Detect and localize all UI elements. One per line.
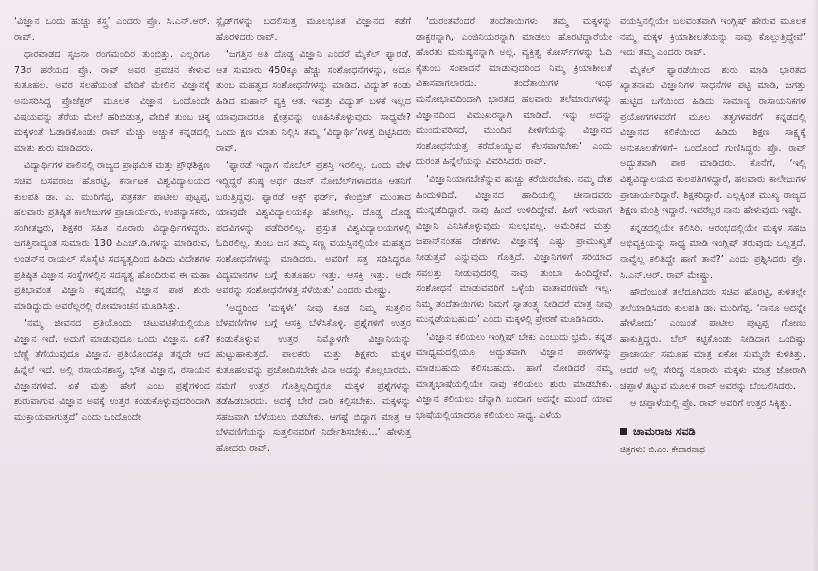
article-column-2: [216, 14, 411, 459]
author-byline: [620, 424, 806, 440]
article-paragraph: ಕನ್ನಡದಲ್ಲಿಯೇ ಕಲಿಸಿರಿ. ಆರಂಭದಲ್ಲಿಯೇ ಮಕ್ಕಳ ಸಹಜ ಅಭಿವ್ಯಕ್ತಿಯನ್ನು ಸಾಧ್ಯ ಮಾಡಿ ಇಂಗ್ಲಿಷ್ ತರುವುದು ಒಲ್ಲತ್ತದೆ. ನಾವ್ವೆಲ್ಲ ಕಲಿತಿದ್ದೇ ಹಾಗೆ ತಾನೆ?’ ಎಂದು ಪ್ರಶ್ನಿಸಿದರು ಪ್ರೊ. ಸಿ.ಎನ್.ಆರ್. ರಾವ್ ಮೇಷ್ಟ್ರು.: [620, 222, 806, 281]
article-paragraph: ಧಾರವಾಡದ ಸೃಜನಾ ರಂಗಮಂದಿರ ತುಂಬಿತ್ತು. ಎಲ್ಲರಿಗೂ 73ರ ಹರೆಯದ ಪ್ರೊ. ರಾವ್ ಅವರ ಪ್ರವಚನ ಕೇಳುವ ಕುತೂಹಲ. ಅವರ ಸಲಹೆಯಂತೆ ವೇದಿಕೆ ಮೇಲಿನ ವಿಜ್ಞಾನಕ್ಕೆ ಅನುಸರಿಸಿದ್ದ ಪ್ರೊಜೆಕ್ಟರ್ ಮೂಲಕ ವಿಜ್ಞಾನ ಒಂದೊಂದೇ ವಿಷಯವನ್ನು ತೆರೆಯ ಮೇಲೆ ಹರಿಬಿಡುತ್ತ, ವೇದಿಕೆ ತುಂಬ ಚಿಕ್ಕ ಮಕ್ಕಳಂತೆ ಓಡಾಡಿಕೊಂಡು ರಾವ್ ಮೆಚ್ಚು ಅಚ್ಚುಕ ಕನ್ನಡದಲ್ಲಿ ಮಾತು ಶುರು ಮಾಡಿದರು.: [14, 49, 210, 154]
article-paragraph: ಹೌದೆಂಬಂತೆ ತಲೆದೂಗಿದರು ಸಚಿವ ಹೊರಟ್ಟಿ, ಕುಳಿತಲ್ಲೇ ತಲೆಯಾಡಿಸಿದರು ಕುಲಪತಿ ಡಾ. ಮುರಿಗೆಪ್ಪ. ‘ನಾನೂ ಅದನ್ನೇ ಹೇಳೋದು’ ಎಂಬಂತೆ ಪಾಟೀಲ ಪುಟ್ಟಪ್ಪ ಗೋಣು ಹಾಕುತ್ತಿದ್ದರು. ಬೆಲ್ ಕಟ್ಟಿಕೊಂಡು ನೀಡಿದಾಗ ಒಂದಿಷ್ಟು ಪ್ರಾಚಾರ್ಯ ಸಮೂಹ ಮಾತ್ರ ಏಕೋ ಸುಮ್ಮನೇ ಕುಳಿತಿತ್ತು. ಆದರೆ ಅಲ್ಲಿ ಸೇರಿದ್ದ ನೂರಾರು ಮಕ್ಕಳು ಮಾತ್ರ ಜೋರಾಗಿ ಚಪ್ಪಾಳೆ ತಟ್ಟುವ ಮೂಲಕ ರಾವ್ ಅವರನ್ನು ಬೆಂಬಲಿಸಿದರು.: [620, 287, 806, 392]
author-name: ಚಾಮರಾಜ ಸವಡಿ: [633, 424, 696, 438]
article-paragraph: ಮೈಕೆಲ್ ಫ್ಯಾರಡೆಯಿಂದ ಶುರು ಮಾಡಿ ಭಾರತದ ಖ್ಯಾತನಾಮ ವಿಜ್ಞಾನಿಗಳ ಸಾಧನೆಗಳ ಪಟ್ಟಿ ಮಾಡಿ, ಜಗತ್ತು ಹುಟ್ಟಿದ ಬಗೆಯಿಂದ ಹಿಡಿದು ಸಾಮಾನ್ಯ ರಾಸಾಯನಿಕಗಳ ಪ್ರಯೋಗಗಳವರೆಗೆ ಮೂಲ ತತ್ವಗಳವರೆಗೆ ಕನ್ನಡದಲ್ಲಿ ವಿಜ್ಞಾನದ ಕಲಿಕೆಯಿಂದ ಹಿಡಿದು ಶಿಕ್ಷಣ ಸಾಕ್ಷ್ಯಕ್ಕೆ ಅನುಕೂಲತೆಗಳಿಗೆ– ಒಂದೊಂದೆ ಗುಣಿಸಿದ್ದರು ಪ್ರೊ. ರಾವ್ ಅದ್ಭುತವಾಗಿ ಪಾಠ ಮಾಡಿದರು. ಕೊನೆಗೆ, ‘ಇಲ್ಲಿ ವಿಶ್ವವಿದ್ಯಾಲಯದ ಕುಲಪತಿಗಳಿದ್ದಾರೆ, ಹಲವಾರು ಕಾಲೇಜುಗಳ ಪ್ರಾಚಾರ್ಯರಿದ್ದಾರೆ. ಶಿಕ್ಷಕರಿದ್ದಾರೆ. ಎಲ್ಲಕ್ಕಿಂತ ಮುಖ್ಯ ರಾಜ್ಯದ ಶಿಕ್ಷಣ ಮಂತ್ರಿ ಇದ್ದಾರೆ. ಇವರೆಲ್ಲರ ನಾನು ಹೇಳುವುದು ಇಷ್ಟೇ.: [620, 64, 806, 217]
article-paragraph: ‘ವಿಜ್ಞಾನ ಒಂದು ಹುಚ್ಚು ಕಸ್ತ್ರ’ ಎಂದರು ಪ್ರೊ. ಸಿ.ಎನ್.ಆರ್. ರಾವ್.: [14, 16, 210, 43]
page-edge-shadow: [812, 0, 818, 571]
article-column-3: [416, 14, 612, 425]
article-paragraph: ‘ದುರಂತವೆಂದರೆ ತಂದೆತಾಯಿಗಳು ತಮ್ಮ ಮಕ್ಕಳನ್ನು ಡಾಕ್ಟರನ್ನಾಗಿ, ಎಂಜಿನಿಯರನ್ನಾಗಿ ಮಾಡಲು ಹೊರಟಿದ್ದಾರೆಯೇ ಹೊರತು ಮನುಷ್ಯನನ್ನಾಗಿ ಅಲ್ಲ. ವ್ಯಕ್ತಿತ್ವ ಕೋರ್ಸ್‌ಗಳನ್ನು ಓದಿ ಕೈತುಂಬ ಸಂಪಾದನೆ ಮಾಡುವುದರಿಂದ ನಿಮ್ಮ ಕ್ರಿಯಾಶೀಲತೆ ವಿಕಾಸವಾಗಲಾರದು. ತಂದೆತಾಯಿಗಳ ಇಂಥ ಮನೋಭಾವದಿಂದಾಗಿ ಭಾರತದ ಹಲವಾರು ತಲೆಮಾರುಗಳನ್ನು ವಿಜ್ಞಾನದಿಂದ ವಿಮುಖರನ್ನಾಗಿ ಮಾಡಿದೆ. ಇನ್ನು ಅದನ್ನು ಮುಂದುವರಿಸದೆ, ಮುಂದಿನ ಪೀಳಿಗೆಯನ್ನು ವಿಜ್ಞಾನದ ಸಂಶೋಧನೆಯತ್ತ ಕರೆದೊಯ್ಯುವ ಕೆಲಸವಾಗಬೇಕು’ ಎಂದು ದುರಂತ ಹಿನ್ನೆಲೆಯನ್ನು ವಿವರಿಸಿದರು ರಾವ್.: [416, 16, 612, 168]
article-column-1: [14, 14, 210, 427]
photo-credit: ಚಿತ್ರಗಳು: ಬಿ.ಎಂ. ಕೇದಾರನಾಥ: [620, 445, 705, 456]
article-paragraph: ‘ಜಗತ್ತಿನ ಅತಿ ದೊಡ್ಡ ವಿಜ್ಞಾನಿ ಎಂದರೆ ಮೈಕೆಲ್ ಫ್ಯಾರಡೆ. ಆತ ಸುಮಾರು 450ಕ್ಕೂ ಹೆಚ್ಚು ಸಂಶೋಧನೆಗಳನ್ನು, ಅದೂ ತುಂಬ ಮಹತ್ವದ ಸಂಶೋಧನೆಗಳನ್ನು ಮಾಡಿದ. ವಿದ್ಯುತ್ ಕಂಡು ಹಿಡಿದ ಮಹಾನ್ ವ್ಯಕ್ತಿ ಆತ. ಇವತ್ತು ವಿದ್ಯುತ್ ಬಳಕೆ ಇಲ್ಲದ ಯಾವುದಾದರೂ ಕ್ಷೇತ್ರವನ್ನು ಊಹಿಸಿಕೊಳ್ಳುವುದು ಸಾಧ್ಯವೇ? ಒಂದು ಕ್ಷಣ ಮಾತು ನಿಲ್ಲಿಸಿ ತಮ್ಮ ‘ವಿದ್ಯಾರ್ಥಿ’ಗಳತ್ತ ದಿಟ್ಟಿಸಿದರು ರಾವ್.: [216, 49, 411, 154]
article-paragraph: ‘ನಮ್ಮ ಜೀವನದ ಪ್ರತಿಯೊಂದು ಚಟುವಟಿಕೆಯಲ್ಲಿಯೂ ವಿಜ್ಞಾನ ಇದೆ. ಅದುಗೆ ಮಾಡುವುದೂ ಒಂದು ವಿಜ್ಞಾನ. ಏಕೆ? ಬೆಣ್ಣೆ ತೆಗೆಯುವುದೂ ವಿಜ್ಞಾನ. ಪ್ರತಿಯೊಂದಕ್ಕೂ ತನ್ನದೇ ಆದ ಹಿನ್ನೆಲೆ ಇದೆ. ಅಲ್ಲಿ ರಸಾಯನಶಾಸ್ತ್ರ, ಭೌತ ವಿಜ್ಞಾನ, ರಸಾಯನ ವಿಜ್ಞಾನಗಳಿವೆ. ಏಕೆ ಮತ್ತು ಹೇಗೆ ಎಂಬ ಪ್ರಶ್ನೆಗಳಿಂದ ಶುರುವಾಗುವ ವಿಜ್ಞಾನ ಅವಕ್ಕೆ ಉತ್ತರ ಕಂಡುಕೊಳ್ಳುವುದರಿಂದಾಗಿ ಮುಕ್ತಾಯವಾಗುತ್ತದೆ’ ಎಂದು ಒಂದೊಂದೇ: [14, 318, 210, 423]
article-paragraph: ‘ವಿಜ್ಞಾನಿಯಾಗಬೇಕೆನ್ನುವ ಹುಚ್ಚು ಕರೆಯಿರಬೇಕು. ನಮ್ಮ ದೇಶ ಹಿಂದುಳಿದಿದೆ. ವಿಜ್ಞಾನದ ಹಾದಿಯಲ್ಲಿ ಚೀನಾದವರು ಮುನ್ನಡೆದಿದ್ದಾರೆ. ನಾವು ಹಿಂದೆ ಉಳಿದಿದ್ದೇವೆ. ಹೀಗೆ ಇರುವಾಗ ವಿಜ್ಞಾನಿ ಎನಿಸಿಕೊಳ್ಳುವುದು ಸುಲಭವಲ್ಲ. ಅಮೆರಿಕದ ಮತ್ತು ಜಪಾನ್‌ನಂತಹ ದೇಶಗಳು ವಿಜ್ಞಾನಕ್ಕೆ ಎಷ್ಟು ಪ್ರಾಮುಖ್ಯತೆ ನೀಡುತ್ತವೆ ಎನ್ನುವುದು ಗೊತ್ತಿದೆ. ವಿಜ್ಞಾನಿಗಳಿಗೆ ಸರಿಯಾದ ಸವಲತ್ತು ನೀಡುವುದರಲ್ಲಿ ನಾವು ತುಂಬಾ ಹಿಂದಿದ್ದೇವೆ. ಸಂಶೋಧನೆ ಮಾಡುವವರಿಗೆ ಒಳ್ಳೆಯ ವಾತಾವರಣವೇ ಇಲ್ಲ. ನಿಮ್ಮ ತಂದೆತಾಯಿಗಳು ನಿಮಗೆ ಸ್ವಾತಂತ್ರ್ಯ ನೀಡಿದರೆ ಮಾತ್ರ ನೀವು ಮುನ್ನಡೆಯಬಹುದು’ ಎಂದು ಮಕ್ಕಳಲ್ಲಿ ಪ್ರೇರಣೆ ಮೂಡಿಸಿದರು.: [416, 173, 612, 326]
article-paragraph: ‘ಅದ್ದರಿಂದ ‘ಮಕ್ಕಳೇ’ ನೀವು ಕೂಡ ನಿಮ್ಮ ಸುತ್ತಲಿನ ಬೆಳವಣಿಗೆಗಳ ಬಗ್ಗೆ ಆಸಕ್ತಿ ಬೆಳೆಸಿಕೊಳ್ಳಿ. ಪ್ರಶ್ನೆಗಳಿಗೆ ಉತ್ತರ ಕಂಡುಕೊಳ್ಳುವ ಉತ್ತರ ನಿಮ್ಮೊಳಗೇ ವಿಜ್ಞಾನಿಯನ್ನು ಹುಟ್ಟುಹಾಕುತ್ತದೆ. ಪಾಲಕರು ಮತ್ತು ಶಿಕ್ಷಕರು ಮಕ್ಕಳ ಕುತೂಹಲವನ್ನು ಪ್ರಚೋದಿಸಬೇಕೇ ವಿನಾ ಅದನ್ನು ಕೊಲ್ಲಬಾರದು. ನಮಗೆ ಉತ್ತರ ಗೊತ್ತಿಲ್ಲದಿದ್ದರೂ ಮಕ್ಕಳ ಪ್ರಶ್ನೆಗಳನ್ನು ತಡೆಹಿಡಬಾರದು. ಅದಕ್ಕೆ ಬೇರೆ ದಾರಿ ಕಲ್ಪಿಸಬೇಕು. ಮಕ್ಕಳನ್ನು ಸಹಜವಾಗಿ ಬೆಳೆಯಲು ಬಿಡಬೇಕು. ಆಗಷ್ಟೆ ಬಿದ್ದಾಗ ಮಾತ್ರ ಆ ಬೆಳವಣಿಗೆಯನ್ನು ಸುತ್ತಲಿನವರಿಗೆ ನಿರ್ದೇಶಿಸಬೇಕು...’ ಹೇಳುತ್ತ ಹೋದರು ರಾವ್.: [216, 302, 411, 455]
bullet-square-icon: [620, 428, 627, 435]
article-paragraph: ಆ ಚಪ್ಪಾಳೆಯಲ್ಲಿ ಪ್ರೊ. ರಾವ್ ಅವರಿಗೆ ಉತ್ತರ ಸಿಕ್ಕಿತ್ತು.: [630, 398, 792, 410]
article-paragraph: ಸ್ಲೈಡ್‌ಗಳನ್ನು ಬದಲಿಸುತ್ತ ಮೂಲಭೂತ ವಿಜ್ಞಾನದ ಕಡೆಗೆ ಹೊರಳಿದರು ರಾವ್.: [216, 16, 411, 43]
article-paragraph: ವಯಸ್ಸಿನಲ್ಲಿಯೇ ಬಲವಂತವಾಗಿ ಇಂಗ್ಲಿಷ್ ಹೇರುವ ಮೂಲಕ ನಮ್ಮ ಮಕ್ಕಳ ಕ್ರಿಯಾಶೀಲತೆಯನ್ನು ನಾವು ಕೊಲ್ಲುತ್ತಿದ್ದೇವೆ’ ಇದು ತಮ್ಮ ಎಂದರು ರಾವ್.: [620, 16, 806, 59]
article-paragraph: ‘ವಿಜ್ಞಾನ ಕಲಿಯಲು ಇಂಗ್ಲಿಷ್ ಬೇಕು ಎಂಬುದು ಭ್ರಮೆ. ಕನ್ನಡ ಮಾಧ್ಯಮದಲ್ಲಿಯೂ ಅದ್ಭುತವಾಗಿ ವಿಜ್ಞಾನ ಪಾಠಗಳನ್ನು ಮಾಡಬಹುದು ಕಲಿಸಬಹುದು. ಹಾಗೆ ನೋಡಿದರೆ ನಮ್ಮ ಮಾತೃಭಾಷೆಯಲ್ಲಿಯೇ ನಾವು ಕಲಿಯಲು ಶುರು ಮಾಡಬೇಕು. ವಿಜ್ಞಾನ ಕಲಿಯಲು ಚೆನ್ನಾಗಿ ಬಂದಾಗ ಅದನ್ನೇ ಮುಂದೆ ಯಾವ ಭಾಷೆಯಲ್ಲಿಯಾದರೂ ಕಲಿಯಲು ಸಾಧ್ಯ. ಎಳೆಯ: [416, 331, 612, 421]
article-paragraph: ‘ಫ್ಯಾರಡೆ ಇದ್ದಾಗ ನೊಬೆಲ್ ಪ್ರಶಸ್ತಿ ಇರಲಿಲ್ಲ. ಒಂದು ವೇಳೆ ಇದ್ದಿದ್ದರೆ ಕನಿಷ್ಠ ಅರ್ಧ ಡಜನ್ ನೋಬೆಲ್‌ಗಳಾದರೂ ಆತನಿಗೆ ಬರುತ್ತಿದ್ದವು. ಫ್ಯಾರಡೆ ಆಕ್ಸ್ ಫರ್ಡ್, ಕೇಂಬ್ರಿಜ್ ಮುಂತಾದ ಯಾವುದೇ ವಿಶ್ವವಿದ್ಯಾಲಯಕ್ಕೂ ಹೋಗಿಲ್ಲ. ದೊಡ್ಡ ದೊಡ್ಡ ಪದವಿಗಳನ್ನು ಪಡೆದಿರಲಿಲ್ಲ. ಪ್ರಸ್ತುತ ವಿಶ್ವವಿದ್ಯಾಲಯಗಳಲ್ಲಿ ಓದಿರಲಿಲ್ಲ. ತುಂಬ ಜನ ತಮ್ಮ ಸಣ್ಣ ವಯಸ್ಸಿನಲ್ಲಿಯೇ ಮಹತ್ವದ ಸಂಶೋಧನೆಗಳನ್ನು ಮಾಡಿದರು. ಅವರಿಗೆ ಸತ್ತ ಸಡಿಸಿದ್ದರೂ ವಿದ್ಯಮಾನಗಳ ಬಗ್ಗೆ ಕುತೂಹಲ ಇತ್ತು. ಆಸಕ್ತಿ ಇತ್ತು. ಅದೇ ಅವರನ್ನು ಸಂಶೋಧನೆಗಳತ್ತ ಸೆಳೆಯಿತು’ ಎಂದರು ಮೇಷ್ಟ್ರು.: [216, 160, 411, 297]
article-paragraph: ವಿದ್ಯಾರ್ಥಿಗಳ ಪಾಲಿನಲ್ಲಿ ರಾಜ್ಯದ ಪ್ರಾಥಮಿಕ ಮತ್ತು ಪ್ರೌಢಶಿಕ್ಷಣ ಸಚಿವ ಬಸವರಾಜ ಹೊರಟ್ಟಿ, ಕರ್ನಾಟಕ ವಿಶ್ವವಿದ್ಯಾಲಯದ ಕುಲಪತಿ ಡಾ. ಎ. ಮುರಿಗೆಪ್ಪ, ಪತ್ರಕರ್ತ ಪಾಟೀಲ ಪುಟ್ಟಪ್ಪ, ಹಲವಾರು ಪ್ರತಿಷ್ಠಿತ ಕಾಲೇಜುಗಳ ಪ್ರಾಚಾರ್ಯರು, ಉಪನ್ಯಾಸಕರು, ಸಂಗೀತಜ್ಞರು, ಶಿಕ್ಷಕರ ಸಹಿತ ನೂರಾರು ವಿದ್ಯಾರ್ಥಿಗಳಿದ್ದರು. ಜಗತ್ತಿನಾದ್ಯಂತ ಸುಮಾರು 130 ಪಿಎಚ್.ಡಿ.ಗಳನ್ನು ಮಾಡಿರುವ, ಲಂಡನ್‌ನ ರಾಯಲ್ ಸೊಸೈಟಿ ಸದಸ್ಯತ್ವದಿಂದ ಹಿಡಿದು ವಿದೇಶಗಳ ಪ್ರತಿಷ್ಠಿತ ವಿಜ್ಞಾನ ಸಂಸ್ಥೆಗಳಲ್ಲಿನ ಸದಸ್ಯತ್ವ ಹೊಂದಿರುವ ಈ ಮಹಾ ಪ್ರತಿಭಾವಂತ ವಿಜ್ಞಾನಿ ಕನ್ನಡದಲ್ಲಿ ವಿಜ್ಞಾನ ಪಾಠ ಶುರು ಮಾಡಿದ್ದುದು ಅವರೆಲ್ಲರಲ್ಲಿ ರೋಮಾಂಚನ ಮೂಡಿಸಿತ್ತು.: [14, 160, 210, 312]
article-column-4: [620, 14, 806, 459]
